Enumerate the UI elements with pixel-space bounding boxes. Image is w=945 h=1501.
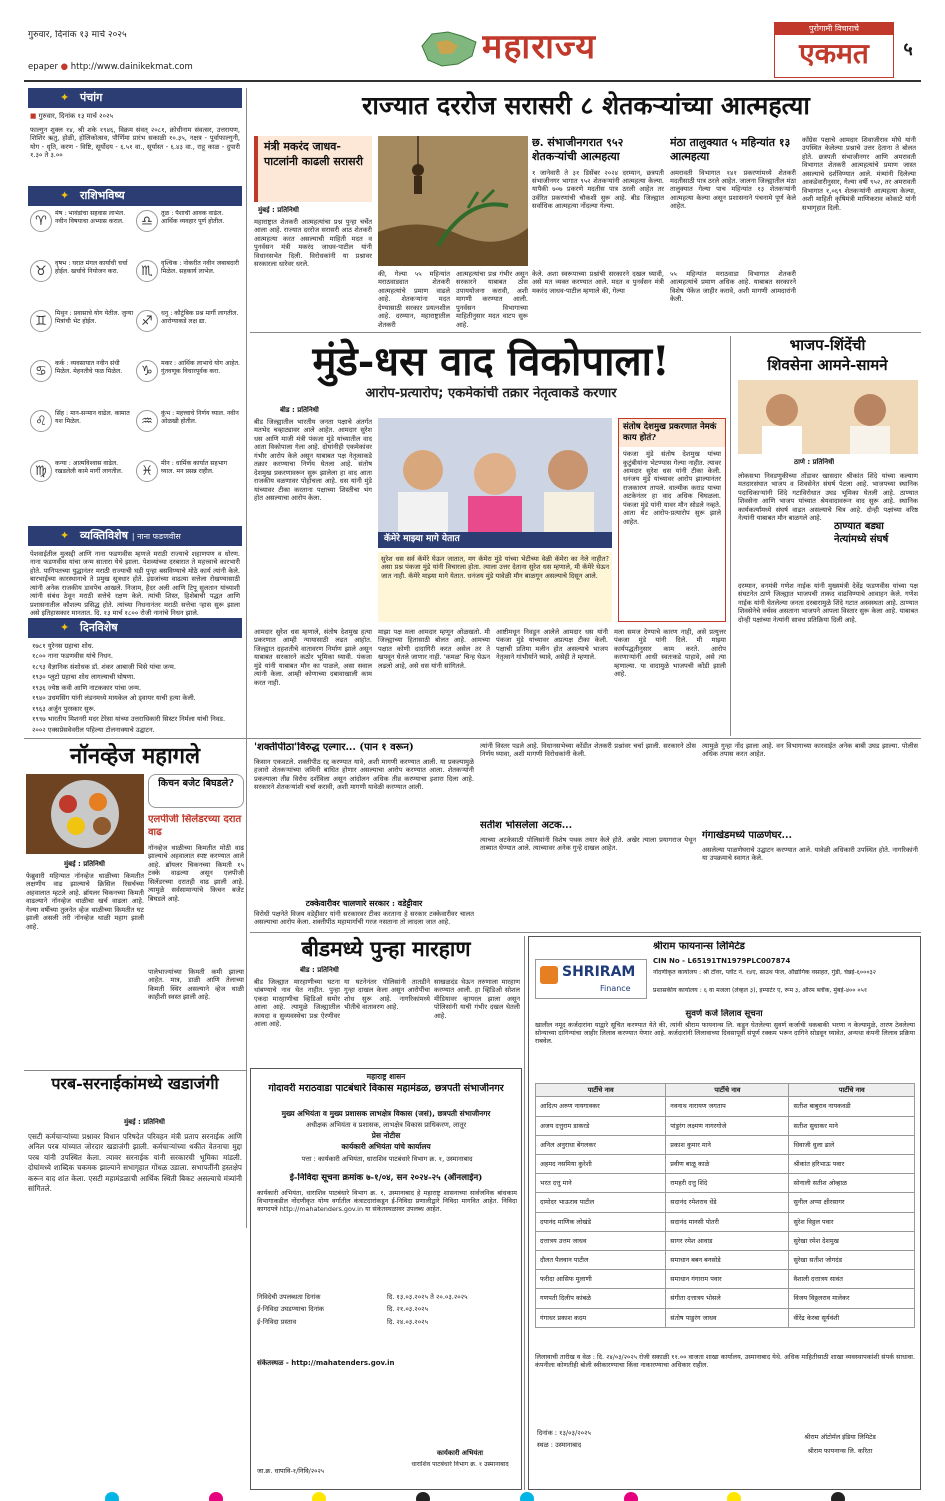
scorpio-icon: ♏ <box>136 260 158 282</box>
brand-tagline: पुरोगामी विचाराचे <box>775 23 893 35</box>
lead-col2: की, गेल्या ५५ महिन्यांत मराठवाड्यात शेतकरी आत्महत्यांचे प्रमाण वाढले आहे. शेतकऱ्यांना मदत देण्यासाठी सरकार प्रयत्नशील आहे. दरम्यान, महाराष्ट्रातील शेतकरी <box>378 270 450 328</box>
nonveg-text-right: नॉनव्हेज थाळीच्या किमतीत मोठी वाढ झाल्याचे अहवालात स्पष्ट करण्यात आले आहे. ब्रॉयलर चिकनच्या किमती १५ टक्के वाढल्या असून एलपीजी सिलेंडरच्या दरातही वाढ झाली आहे. त्यामुळे सर्वसामान्यांचे किचन बजेट बिघडले आहे. <box>148 844 244 903</box>
page-number: ५ <box>903 39 913 60</box>
shriram-sign2: श्रीराम फायनान्स लि. करिता <box>807 1447 873 1455</box>
cmyk-cyan <box>520 1492 534 1501</box>
lead-col3: आत्महत्यांचा प्रश्न गंभीर असून सरकारने याबाबत ठोस उपाययोजना करावी, अशी मागणी करण्यात आली. पुनर्वसन विभागाच्या माहितीनुसार मदत वाटप सुरू आहे. <box>456 270 528 328</box>
rashi-title: राशिभविष्य <box>80 189 125 202</box>
rashi-grid <box>30 210 242 522</box>
munde-quote: सुरेश धस सर्व कॅमेरे घेऊन जातात, मग कॅमेरा मुंडे यांच्या भेटीच्या वेळी कॅमेरा का नेले नाहीत? असा प्रश्न पंकजा मुंडे यांनी विचारला होता. त्याला उत्तर देताना सुरेश धस म्हणाले, मी कॅमेरे घेऊन जात नाही. कॅमेरे माझ्या मागे येतात. धनंजय मुंडे यावेळी मौन बाळगून असल्याचे दिसून आले. <box>378 552 612 622</box>
munde-col5: मला समज देण्याचे कारण नाही, असे प्रत्युत्तर पंकजा मुंडे यांनी दिले. मी माझ्या कार्यपद्धतीनुसार काम करते. आरोप करणाऱ्यांनी आधी स्वतःकडे पाहावे, असे त्या म्हणाल्या. या वादामुळे भाजपची कोंडी झाली आहे. <box>614 628 726 679</box>
tender-header: महाराष्ट्र शासन <box>366 1072 406 1081</box>
lead-sub1-box <box>254 136 372 202</box>
munde-col4: आष्टीमधून निवडून आलेले आमदार धस यांनी पंकजा मुंडे यांच्यावर अप्रत्यक्ष टीका केली. पक्षाची प्रतिमा मलीन होत असल्याचे भाजप नेतृत्वाने गांभीर्याने घ्यावे, असेही ते म्हणाले. <box>496 628 608 662</box>
munde-box <box>618 418 726 622</box>
list-item: १७८१ युरेनस ग्रहाचा शोध. <box>32 642 94 650</box>
capricorn-icon: ♑ <box>136 360 158 382</box>
munde-byline: बीड : प्रतिनिधी <box>280 406 319 414</box>
maharashtra-map-graphic <box>418 26 480 72</box>
tender-line3: अधीक्षक अभियंता व प्रशासक, लाभक्षेत्र विकास प्राधिकरण, लातूर <box>305 1121 467 1129</box>
list-item: १९९७ भारतीय मिशनरी मदर टेरेसा यांच्या उत्तराधिकारी सिस्टर निर्मला यांची निवड. <box>32 715 226 724</box>
shaktipeeth-story <box>250 742 921 928</box>
tender-sign: कार्यकारी अभियंता <box>436 1449 484 1457</box>
shriram-notice <box>528 936 921 1490</box>
shriram-place: स्थळ : उस्मानाबाद <box>537 1441 582 1449</box>
nonveg-headline: नॉनव्हेज महागले <box>70 743 200 769</box>
rashi-text: तूळ : पैशाची आवक वाढेल. आर्थिक व्यवहार पूर्ण होतील. <box>161 210 225 225</box>
lead-sub1-title: मंत्री मकरंद जाधव-पाटलांनी काढली सरासरी <box>264 140 363 168</box>
bjp-shinde-story <box>734 336 921 736</box>
thali-photo <box>26 774 144 854</box>
shriram-cin: CIN No - L65191TN1979PLC007874 <box>653 957 791 965</box>
pisces-icon: ♓ <box>136 460 158 482</box>
tender-number: ई-निविदा सूचना क्रमांक ७-१/०४, सन २०२४-२५ (ऑनलाईन) <box>289 1173 483 1183</box>
parab-story <box>24 1074 246 1488</box>
beed-text3: साखळदंड घेऊन तरुणाला मारहाण करण्यात आली. हा व्हिडिओ सोशल मीडियावर व्हायरल झाला असून पोलिसांनी याची गंभीर दखल घेतली आहे. <box>434 978 520 1020</box>
munde-headline: मुंडे-धस वाद विकोपाला! <box>312 338 670 385</box>
dinvishesh-title: दिनविशेष <box>80 621 118 634</box>
munde-box-text: पंकजा मुंडे संतोष देशमुख यांच्या कुटुंबीयांना भेटण्यास गेल्या नाहीत. त्यावर आमदार सुरेश धस यांनी टीका केली. धनंजय मुंडे यांच्यावर आरोप झाल्यानंतर राजकारण तापले. वाल्मीक कराड याच्या अटकेनंतर हा वाद अधिक चिघळला. पंकजा मुंडे यांनी यावर मौन सोडले नव्हते. आता थेट आरोप-प्रत्यारोप सुरू झाले आहेत. <box>623 450 721 526</box>
rashi-text: मेष : भावंडांचा सहवास लाभेल. नवीन विषयाचा अभ्यास कराल. <box>55 210 126 225</box>
shaktipeeth-text5: त्यामुळे गुन्हा नोंद झाला आहे. वन विभागाच्या कारवाईत अनेक बाबी उघड झाल्या. पोलीस अधिक तपास करत आहेत. <box>702 742 918 759</box>
list-item: १९६३ अर्जुन पुरस्कार सुरू. <box>32 704 96 713</box>
beed-text1: बीड जिल्ह्यात मारहाणीच्या घटना थांबण्याचे नाव घेत नाहीत. पुन्हा एकदा मारहाणीचा व्हिडिओ समोर आला आहे. त्यामुळे जिल्ह्यातील कायदा व सुव्यवस्थेचा प्रश्न ऐरणीवर आला आहे. <box>254 978 340 1029</box>
leo-icon: ♌ <box>30 410 52 432</box>
lead-sub1-byline: मुंबई : प्रतिनिधी <box>258 206 299 214</box>
vyakti-title: व्यक्तिविशेष <box>80 529 128 542</box>
table-row: दामोदर भाऊराव पाटील सदानंद रमेशराव धेंडे सुनील अप्पा क्षीरसागर <box>536 1193 915 1212</box>
dinvishesh-title-bar <box>28 618 242 638</box>
shriram-names-table <box>535 1083 915 1328</box>
table-row: दत्तात्रय उत्तम जाधव सागर रमेश आवाड सुरेखा रमेश देशमुख <box>536 1231 915 1250</box>
cmyk-black <box>831 1492 845 1501</box>
star-icon: ✦ <box>60 529 70 542</box>
tender-address: पत्ता : कार्यकारी अभियंता, धाराशिव पाटबंधारे विभाग क्र. १, उस्मानाबाद <box>301 1155 473 1163</box>
parab-text: एसटी कर्मचाऱ्यांच्या प्रश्नावर विधान परिषदेत परिवहन मंत्री प्रताप सरनाईक आणि अनिल परब यांच्यात जोरदार खडाजंगी झाली. कर्मचाऱ्यांच्या थकीत वेतनाचा मुद्दा परब यांनी उपस्थित केला. त्यावर सरनाईक यांनी सरकारची भूमिका मांडली. दोघांमध्ये शाब्दिक चकमक झाल्याने सभागृहात गोंधळ उडाला. सभापतींनी हस्तक्षेप करून वाद शांत केला. एसटी महामंडळाची आर्थिक स्थिती बिकट असल्याचे मंत्र्यांनी सांगितले. <box>28 1132 242 1194</box>
shriram-sign: श्रीराम ऑटोमॅल इंडिया लिमिटेड <box>804 1433 876 1441</box>
shaktipeeth-sub: टक्केवारीवर चालणारे सरकार : वडेट्टीवार <box>305 898 423 908</box>
section-title: महाराज्य <box>482 27 597 67</box>
col-header: पार्टीचे नाव <box>536 1084 666 1097</box>
brand-name: एकमत <box>799 37 869 71</box>
libra-icon: ♎ <box>136 210 158 232</box>
cmyk-magenta <box>624 1492 638 1501</box>
shriram-logo <box>535 959 647 999</box>
sidebar <box>24 88 246 736</box>
tender-row-value: दि. २१.०३.२०२५ <box>387 1305 429 1314</box>
lead-headline: राज्यात दररोज सरासरी ८ शेतकऱ्यांच्या आत्महत्या <box>362 91 810 120</box>
bjp-text2: दरम्यान, वनमंत्री गणेश नाईक यांनी मुख्यमंत्री देवेंद्र फडणवीस यांच्या पक्ष संघटनेत ठाणे जिल्ह्यात भाजपची ताकद वाढविण्याचे आवाहन केले. गणेश नाईक यांनी घेतलेल्या जनता दरबारामुळे शिंदे गटात अस्वस्थता आहे. ठाण्यात शिवसेनेचे वर्चस्व असताना भाजपने आपला विस्तार सुरू केला आहे. याबाबत दोन्ही पक्षांच्या नेत्यांनी सावध प्रतिक्रिया दिली आहे. <box>738 582 918 624</box>
munde-col1: बीड जिल्ह्यातील भारतीय जनता पक्षाचे अंतर्गत मतभेद चव्हाट्यावर आले आहेत. आमदार सुरेश धस आणि माजी मंत्री पंकजा मुंडे यांच्यातील वाद आता विकोपाला गेला आहे. दोघांनीही एकमेकांवर गंभीर आरोप केले असून याबाबत पक्ष नेतृत्वाकडे तक्रार करण्याचा निर्णय घेतला आहे. संतोष देशमुख प्रकरणावरून सुरू झालेला हा वाद आता राजकीय वळणावर पोहोचला आहे. धस यांनी मुंडे यांच्यावर टीका करताना पक्षाच्या शिस्तीचा भंग होत असल्याचा आरोप केला. <box>254 418 372 502</box>
shriram-date: दिनांक : १३/०३/२०२५ <box>537 1429 591 1437</box>
star-icon: ✦ <box>60 189 70 202</box>
table-row: भरत दत्तु माने रामहरी दत्तु शिंदे सोनाली सतीश ओव्हाळ <box>536 1174 915 1193</box>
star-icon: ✦ <box>60 621 70 634</box>
shriram-footer-text: लिलावाची तारीख व वेळ : दि. २४/०३/२०२५ रोजी सकाळी ११.०० वाजता शाखा कार्यालय, उस्मानाबाद येथे. अधिक माहितीसाठी शाखा व्यवस्थापकांशी संपर्क साधावा. कंपनीला कोणतीही बोली स्वीकारण्याचा किंवा नाकारण्याचा अधिकार राहील. <box>535 1353 915 1370</box>
rashi-text: धनु : कौटुंबिक प्रश्न मार्गी लागतील. आरोग्याकडे लक्ष द्या. <box>161 310 239 325</box>
list-item: १९३० प्लुटो ग्रहाचा शोध लागल्याची घोषणा. <box>32 673 136 682</box>
tender-row-label: निविदेची उपलब्धता दिनांक <box>257 1293 321 1301</box>
munde-col3: माझा पक्ष मला आमदार म्हणून ओळखतो. मी जिल्ह्याच्या हितासाठी बोलत आहे. आमच्या पक्षात कोणी दादागिरी करत असेल तर ते खपवून घेतले जाणार नाही. 'कमळ' चिन्ह घेऊन लढलो आहे, असे धस यांनी सांगितले. <box>378 628 490 670</box>
tender-website[interactable]: संकेतस्थळ - http://mahatenders.gov.in <box>257 1359 395 1367</box>
shinde-naik-photo <box>738 380 918 454</box>
rashi-text: सिंह : मान-सन्मान वाढेल. कामात यश मिळेल. <box>55 410 130 425</box>
shriram-company: श्रीराम फायनान्स लिमिटेड <box>653 941 745 952</box>
tender-notice <box>250 1068 522 1490</box>
lead-sub2-title: छ. संभाजीनगरात ९५२ शेतकऱ्यांची आत्महत्या <box>532 136 624 164</box>
list-item: १९४० उधमसिंग यांनी लंडनमध्ये मायकेल ओ ड्वायर याची हत्या केली. <box>32 694 196 703</box>
table-row: आदित्य अरुण नायगावकर नवनाथ नारायण जगताप सतीश बाबुराव नायकवडी <box>536 1097 915 1116</box>
rashi-text: कुंभ : महत्त्वाचे निर्णय घ्याल. नवीन ओळखी होतील. <box>161 410 239 425</box>
leaders-photo <box>378 418 612 548</box>
cancer-icon: ♋ <box>30 360 52 382</box>
tender-press: प्रेस नोटीस <box>371 1131 401 1140</box>
gangakhed-headline: गंगाखेडमध्ये पाळणेघर... <box>702 830 792 841</box>
shriram-notice-title: सुवर्ण कर्ज लिलाव सूचना <box>685 1009 763 1019</box>
epaper-label: epaper <box>28 62 58 72</box>
nonveg-subtitle: एलपीजी सिलेंडरच्या दरात वाढ <box>148 814 242 838</box>
cmyk-cyan <box>105 1492 119 1501</box>
virgo-icon: ♍ <box>30 460 52 482</box>
globe-icon: ● <box>60 62 69 72</box>
sagittarius-icon: ♐ <box>136 310 158 332</box>
masthead <box>0 0 945 88</box>
rashi-text: वृश्चिक : नोकरीत नवीन जबाबदारी मिळेल. सहकार्य लाभेल. <box>161 260 239 275</box>
col-header: पार्टीचे नाव <box>789 1084 915 1097</box>
tender-row-label: ई-निविदा प्रस्ताव <box>257 1317 297 1326</box>
lead-col7: ५५ महिन्यांत मराठवाडा विभागात शेतकरी आत्महत्यांचे प्रमाण अधिक आहे. याबाबत सरकारने विशेष पॅकेज जाहीर करावे, अशी मागणी आमदारांनी केली. <box>670 270 796 304</box>
tender-ref: जा.क्र. धापावि-१/निवि/२०२५ <box>257 1467 325 1475</box>
shriram-logo-mark <box>540 966 558 984</box>
tender-sign2: धाराशिव पाटबंधारे विभाग क्र. १ उस्मानाबाद <box>411 1461 509 1468</box>
munde-story <box>250 336 728 736</box>
tender-dates <box>257 1293 517 1353</box>
photo-caption: कॅमेरे माझ्या मागे येतात <box>378 532 612 548</box>
munde-box-title: संतोष देशमुख प्रकरणात नेमकं काय होतं? <box>619 419 725 447</box>
lead-sub1-text: महाराष्ट्रात शेतकरी आत्महत्यांचा प्रश्न पुन्हा चर्चेत आला आहे. राज्यात दररोज सरासरी आठ शेतकरी आत्महत्या करत असल्याची माहिती मदत व पुनर्वसन मंत्री मकरंद जाधव-पाटील यांनी विधानसभेत दिली. विरोधकांनी या प्रश्नावर सरकारला धारेवर धरले. <box>254 218 372 269</box>
rashi-text: मिथुन : प्रवासाचे योग येतील. जुन्या मित्रांची भेट होईल. <box>55 310 134 325</box>
gangakhed-text: असलेल्या पाळणेघराचे उद्घाटन करण्यात आले. यावेळी अधिकारी उपस्थित होते. नागरिकांनी या उपक्रमाचे स्वागत केले. <box>702 846 918 863</box>
parab-headline: परब-सरनाईकांमध्ये खडाजंगी <box>51 1074 219 1093</box>
beed-byline: बीड : प्रतिनिधी <box>300 966 339 974</box>
shriram-notice-text: खालील नमूद कर्जदारांना याद्वारे सूचित करण्यात येते की, त्यांनी श्रीराम फायनान्स लि. कडून घेतलेल्या सुवर्ण कर्जाची थकबाकी भरणा न केल्यामुळे, तारण ठेवलेल्या सोन्याच्या दागिन्यांचा जाहीर लिलाव करण्यात येणार आहे. कर्जदारांनी लिलावाच्या दिवसापूर्वी संपूर्ण रक्कम भरून दागिने सोडवून घ्यावेत, अन्यथा कंपनी लिलाव प्रक्रिया राबवेल. <box>535 1021 915 1046</box>
rashi-text: कर्क : व्यवसायात नवीन संधी मिळेल. मेहनतीचे फळ मिळेल. <box>55 360 123 375</box>
rashi-text: कन्या : आत्मविश्वास वाढेल. रखडलेली कामे मार्गी लागतील. <box>55 460 123 475</box>
tender-office: कार्यकारी अभियंता यांचे कार्यालय <box>341 1142 431 1151</box>
panchang-title-bar <box>28 88 242 108</box>
cmyk-black <box>416 1492 430 1501</box>
vyakti-name: नाना फडणवीस <box>137 532 181 541</box>
beed-headline: बीडमध्ये पुन्हा मारहाण <box>301 936 471 961</box>
taurus-icon: ♉ <box>30 260 52 282</box>
satish-headline: सतीश भोसलेला अटक... <box>480 820 573 831</box>
shaktipeeth-headline: 'शक्तीपीठा'विरुद्ध एल्गार... (पान १ वरून) <box>254 742 414 753</box>
col-header: पार्टीचे नाव <box>666 1084 789 1097</box>
lead-sub3-box <box>670 136 796 266</box>
lead-sub2-box <box>532 136 664 266</box>
table-row: अजय दत्तुराम डाकरडे पांडुरंग लक्ष्मण नागरगोजे सतीश सुधाकर माने <box>536 1116 915 1135</box>
satish-text: त्याच्या अटकेसाठी पोलिसांनी विशेष पथक तयार केले होते. अखेर त्याला प्रयागराज येथून ताब्यात घेण्यात आले. त्याच्यावर अनेक गुन्हे दाखल आहेत. <box>480 836 696 853</box>
bjp-headline-2: शिवसेना आमने-सामने <box>767 356 888 374</box>
tender-body: कार्यकारी अभियंता, धाराशिव पाटबंधारे विभाग क्र. १, उस्मानाबाद हे महाराष्ट्र शासनाच्या सार्वजनिक बांधकाम विभागाकडील नोंदणीकृत योग्य वर्गातील कंत्राटदारांकडून ई-निविदा प्रणालीद्वारे निविदा मागवित आहेत. निविदा कागदपत्रे http://mahatenders.gov.in या संकेतस्थळावर उपलब्ध आहेत. <box>257 1189 517 1214</box>
website-link[interactable]: http://www.dainikekmat.com <box>70 62 193 72</box>
shaktipeeth-text2: विरोधी पक्षनेते विजय वडेट्टीवार यांनी सरकारवर टीका करताना हे सरकार टक्केवारीवर चालत असल्याचा आरोप केला. शक्तीपीठ महामार्गाची गरज नसताना तो लादला जात आहे. <box>254 910 474 927</box>
brand-block <box>774 22 894 78</box>
aries-icon: ♈ <box>30 210 52 232</box>
beed-text2: या घटनेनंतर पोलिसांनी तातडीने गुन्हा दाखल केला असून आरोपींचा शोध सुरू आहे. नागरिकांमध्ये भीतीचे वातावरण आहे. <box>344 978 430 1012</box>
farmer-illustration <box>378 136 528 266</box>
lead-story <box>250 88 921 332</box>
shaktipeeth-text1: किसान एकवटले. शक्तीपीठ रद्द करण्यात यावे, अशी मागणी करण्यात आली. या प्रकल्पामुळे हजारो शेतकऱ्यांच्या जमिनी बाधित होणार असल्याचा आरोप करण्यात आला. शेतकऱ्यांनी प्रकल्पाला तीव्र विरोध दर्शविला असून आंदोलन अधिक तीव्र करण्याचा इशारा दिला आहे. सरकारने शेतकऱ्यांशी चर्चा करावी, अशी मागणी यावेळी करण्यात आली. <box>254 758 474 792</box>
shriram-logo-sub: Finance <box>600 984 631 993</box>
table-row: गणपती दिलीप कांबळे संगीता दत्तात्रय भोसले विजय विठ्ठलराव मालेकर <box>536 1289 915 1308</box>
rashi-title-bar <box>28 186 242 206</box>
lead-sub3-title: मंठा तालुक्यात ५ महिन्यांत १३ आत्महत्या <box>670 136 791 164</box>
list-item: १८०० नाना फडणवीस यांचे निधन. <box>32 652 113 661</box>
table-row: अहमद नसमिया कुरेशी प्रवीण बाळू काळे श्रीकांत हरिभाऊ पवार <box>536 1155 915 1174</box>
rashi-text: मकर : आर्थिक लाभाचे योग आहेत. गुंतवणूक विचारपूर्वक करा. <box>161 360 240 375</box>
bjp-headline-1: भाजप-शिंदेंची <box>789 336 866 354</box>
tender-row-value: दि. २४.०३.२०२५ <box>387 1317 429 1326</box>
masthead-date: गुरुवार, दिनांक १३ मार्च २०२५ <box>28 30 127 40</box>
vyakti-text: पेशवाईतील मुत्सद्दी आणि नाना फडणवीस म्हणजे मराठी राज्याचे शहाणपण व धोरण. नाना फडणवीस यांचा जन्म सातारा येथे झाला. पेशव्यांच्या दरबारात ते महत्त्वाचे कारभारी होते. पानिपतच्या युद्धानंतर मराठी राज्याची घडी पुन्हा बसविण्याचे मोठे कार्य त्यांनी केले. बारभाईंच्या कारस्थानाचे ते प्रमुख सूत्रधार होते. इंग्रजांच्या वाढत्या सत्तेला रोखण्यासाठी त्यांनी अनेक राजकीय डावपेच आखले. निजाम, हैदर अली आणि टिपू सुलतान यांच्याशी त्यांनी संबंध ठेवून मराठी सत्तेचे रक्षण केले. त्यांची शिस्त, हिशेबाची पद्धत आणि प्रशासनातील कौशल्य प्रसिद्ध होते. त्यांच्या निधनानंतर मराठी सत्तेचा ऱ्हास सुरू झाला असे इतिहासकार मानतात. दि. १३ मार्च १८०० रोजी नानांचे निधन झाले. <box>30 550 240 618</box>
nonveg-story <box>24 742 246 1068</box>
aquarius-icon: ♒ <box>136 410 158 432</box>
shriram-office: नोंदणीकृत कार्यालय : श्री टॉवर, प्लॉट नं. १४ए, साउथ फेज, औद्योगिक वसाहत, गुंडी, चेन्नई-६०००३२ <box>653 969 876 976</box>
tender-subtitle: मुख्य अभियंता व मुख्य प्रशासक लाभक्षेत्र विकास (जसं), छत्रपती संभाजीनगर <box>281 1109 491 1118</box>
gemini-icon: ♊ <box>30 310 52 332</box>
rashi-text: मीन : धार्मिक कार्यात सहभाग घ्याल. मन प्रसन्न राहील. <box>161 460 228 475</box>
bjp-byline: ठाणे : प्रतिनिधी <box>794 458 835 466</box>
tender-title: गोदावरी मराठवाडा पाटबंधारे विकास महामंडळ, छत्रपती संभाजीनगर <box>268 1083 504 1094</box>
shriram-admin: प्रशासकीय कार्यालय : ६ वा मजला (लेव्हल ३), इम्पार्टर ए, रूम ३, औरम ब्लॉक, मुंबई-४०० ०५१ <box>653 987 868 994</box>
munde-col2: आमदार सुरेश धस म्हणाले, संतोष देशमुख हत्या प्रकरणात आम्ही न्यायासाठी लढत आहोत. जिल्ह्यात दहशतीचे वातावरण निर्माण झाले असून याबाबत सरकारने कठोर भूमिका घ्यावी. पंकजा मुंडे यांनी याबाबत मौन का पाळले, असा सवाल त्यांनी केला. आम्ही कोणाच्या दबावाखाली काम करत नाही. <box>254 628 372 687</box>
star-icon: ✦ <box>60 91 70 104</box>
cmyk-yellow <box>727 1492 741 1501</box>
nonveg-byline: मुंबई : प्रतिनिधी <box>64 860 105 868</box>
panchang-text: फाल्गुन शुक्ल १४, श्री शके १९४६, विक्रम संवत् २०८१, क्रोधीनाम संवत्सर, उत्तरायण, शिशिर ऋतु, होळी, होलिकोत्सव, पौर्णिमा प्रारंभ सकाळी १०.३५, नक्षत्र - पूर्वाफाल्गुनी, योग - धृति, करण - विष्टि, सूर्योदय - ६.५१ वा., सूर्यास्त - ६.४३ वा., राहू काळ - दुपारी १.३० ते ३.०० <box>30 126 240 160</box>
cmyk-yellow <box>312 1492 326 1501</box>
tender-row-value: दि. १३.०३.२०२५ ते २०.०३.२०२५ <box>387 1293 468 1301</box>
nonveg-text-left: फेब्रुवारी महिन्यात नॉनव्हेज थाळीच्या किमतीत लक्षणीय वाढ झाल्याचे क्रिसिल रिसर्चच्या अहवालात म्हटले आहे. ब्रॉयलर चिकनच्या किमती वाढल्याने नॉनव्हेज थाळीचा खर्च वाढला आहे. गेल्या वर्षीच्या तुलनेत व्हेज थाळीच्या किमतीत घट झाली असली तरी नॉनव्हेज थाळी महाग झाली आहे. <box>26 872 144 931</box>
cmyk-magenta <box>209 1492 223 1501</box>
munde-subhead: आरोप-प्रत्यारोप; एकमेकांची तक्रार नेतृत्वाकडे करणार <box>365 386 617 401</box>
lead-col8: काँग्रेस पक्षाचे आमदार शिवाजीराव मोघे यांनी उपस्थित केलेल्या प्रश्नाचे उत्तर देताना ते बोलत होते. छत्रपती संभाजीनगर आणि अमरावती विभागात शेतकरी आत्महत्यांचे प्रमाण जास्त असल्याचे दर्शविण्यात आले. मंत्र्यांनी दिलेल्या आकडेवारीनुसार, गेल्या वर्षी ९५२, तर अमरावती विभागात १,०६९ शेतकऱ्यांनी आत्महत्या केल्या, अशी माहिती कृषिमंत्री माणिकराव कोकाटे यांनी सभागृहात दिली. <box>802 136 916 212</box>
table-row: फरीदा आसिफ मुलाणी समाधान गंगाराम पवार वैशाली दत्तात्रय सावंत <box>536 1270 915 1289</box>
shriram-table-wrap <box>535 1083 915 1345</box>
nonveg-text-bottom: पालेभाज्यांच्या किमती कमी झाल्या आहेत. मात्र, डाळी आणि तेलाच्या किमती स्थिर असल्याने व्हेज थाळी काहीशी स्वस्त झाली आहे. <box>148 968 244 1002</box>
list-item: १८९३ वैज्ञानिक संशोधक डॉ. शंकर आबाजी भिसे यांचा जन्म. <box>32 662 176 671</box>
lead-sub2-text: १ जानेवारी ते ३१ डिसेंबर २०२४ दरम्यान, छत्रपती संभाजीनगर भागात ९५२ शेतकऱ्यांनी आत्महत्या केल्या. यापैकी ७०७ प्रकरणे मदतीस पात्र ठरली आहेत तर उर्वरित प्रकरणांची चौकशी सुरू आहे. बीड जिल्ह्यात सर्वाधिक आत्महत्या नोंदल्या गेल्या. <box>532 168 664 211</box>
panchang-date: ■ गुरुवार, दिनांक १३ मार्च २०२५ <box>30 112 114 120</box>
table-row: अनिल अनुराधा बेंगलकर प्रकाश कुमार माने धिवाजी धुला ढाले <box>536 1135 915 1154</box>
masthead-epaper[interactable] <box>28 62 193 73</box>
list-item: १९३६ ज्येष्ठ कवी आणि नाटककार यांचा जन्म. <box>32 683 142 692</box>
tender-row-label: ई-निविदा उघडण्याचा दिनांक <box>257 1305 324 1314</box>
list-item: २००२ एक्सप्रेसवेवरील पहिल्या टोलनाक्याचे उद्घाटन. <box>32 725 155 734</box>
parab-byline: मुंबई : प्रतिनिधी <box>124 1118 165 1126</box>
dinvishesh-list <box>32 642 242 734</box>
table-row: गंगाधर प्रकाश कदम संतोष पाडुरंग जाधव वीरेंद्र केरबा सूर्यवंशी <box>536 1308 915 1327</box>
lead-sub3-text: अमरावती विभागात १४१ प्रकरणांमध्ये शेतकरी मदतीसाठी पात्र ठरले आहेत. जालना जिल्ह्यातील मंठा तालुक्यात गेल्या पाच महिन्यांत १३ शेतकऱ्यांनी आत्महत्या केल्या असून प्रशासनाने पंचनामे पूर्ण केले आहेत. <box>670 168 796 211</box>
vyakti-title-bar: ✦ व्यक्तिविशेष | नाना फडणवीस <box>28 526 242 546</box>
beed-story <box>250 936 522 1064</box>
panchang-title: पंचांग <box>80 91 103 104</box>
table-row: दौलत पैलवान पाटील समाधान बबन बनसोडे सुरेखा सतीश जोगदंड <box>536 1250 915 1269</box>
color-registration-strip <box>60 1492 890 1501</box>
bjp-text1: लोकसभा निवडणुकीच्या तोंडावर खासदार श्रीकांत शिंदे यांच्या कल्याण मतदारसंघात भाजप व शिवसेनेत संघर्ष पेटला आहे. भाजपच्या स्थानिक पदाधिकाऱ्यांनी शिंदे गटाविरोधात उघड भूमिका घेतली आहे. ठाण्यात शिवसेना आणि भाजप यांच्यात श्रेयवादावरून वाद सुरू आहे. स्थानिक कार्यकर्त्यांमध्ये संघर्ष वाढत असल्याचे चित्र आहे. दोन्ही पक्षांच्या वरिष्ठ नेत्यांनी याबाबत मौन बाळगले आहे. <box>738 472 918 523</box>
lead-col5: केले. अशा स्वरूपाच्या प्रश्नांची सरकारने दखल घ्यावी, असे मत व्यक्त करण्यात आले. मदत व पुनर्वसन मंत्री मकरंद जाधव-पाटील म्हणाले की, गेल्या <box>532 270 664 295</box>
shaktipeeth-text3: त्यांनी विस्तर पडले आहे. विधानसभेच्या कोंडीत शेतकरी प्रश्नांवर चर्चा झाली. सरकारने ठोस निर्णय घ्यावा, अशी मागणी विरोधकांनी केली. <box>480 742 696 759</box>
nonveg-box: किचन बजेट बिघडले? <box>148 774 244 808</box>
table-row: दयानंद माणिक लोखंडे सदानंद मानसी पोतरी सुरेश विठ्ठल पवार <box>536 1212 915 1231</box>
rashi-text: वृषभ : घरात मंगल कार्याची चर्चा होईल. खर्चाचे नियोजन करा. <box>55 260 128 275</box>
bjp-side-title: ठाण्यात बड्या नेत्यांमध्ये संघर्ष <box>834 520 918 560</box>
shriram-logo-text: SHRIRAM <box>562 964 636 980</box>
